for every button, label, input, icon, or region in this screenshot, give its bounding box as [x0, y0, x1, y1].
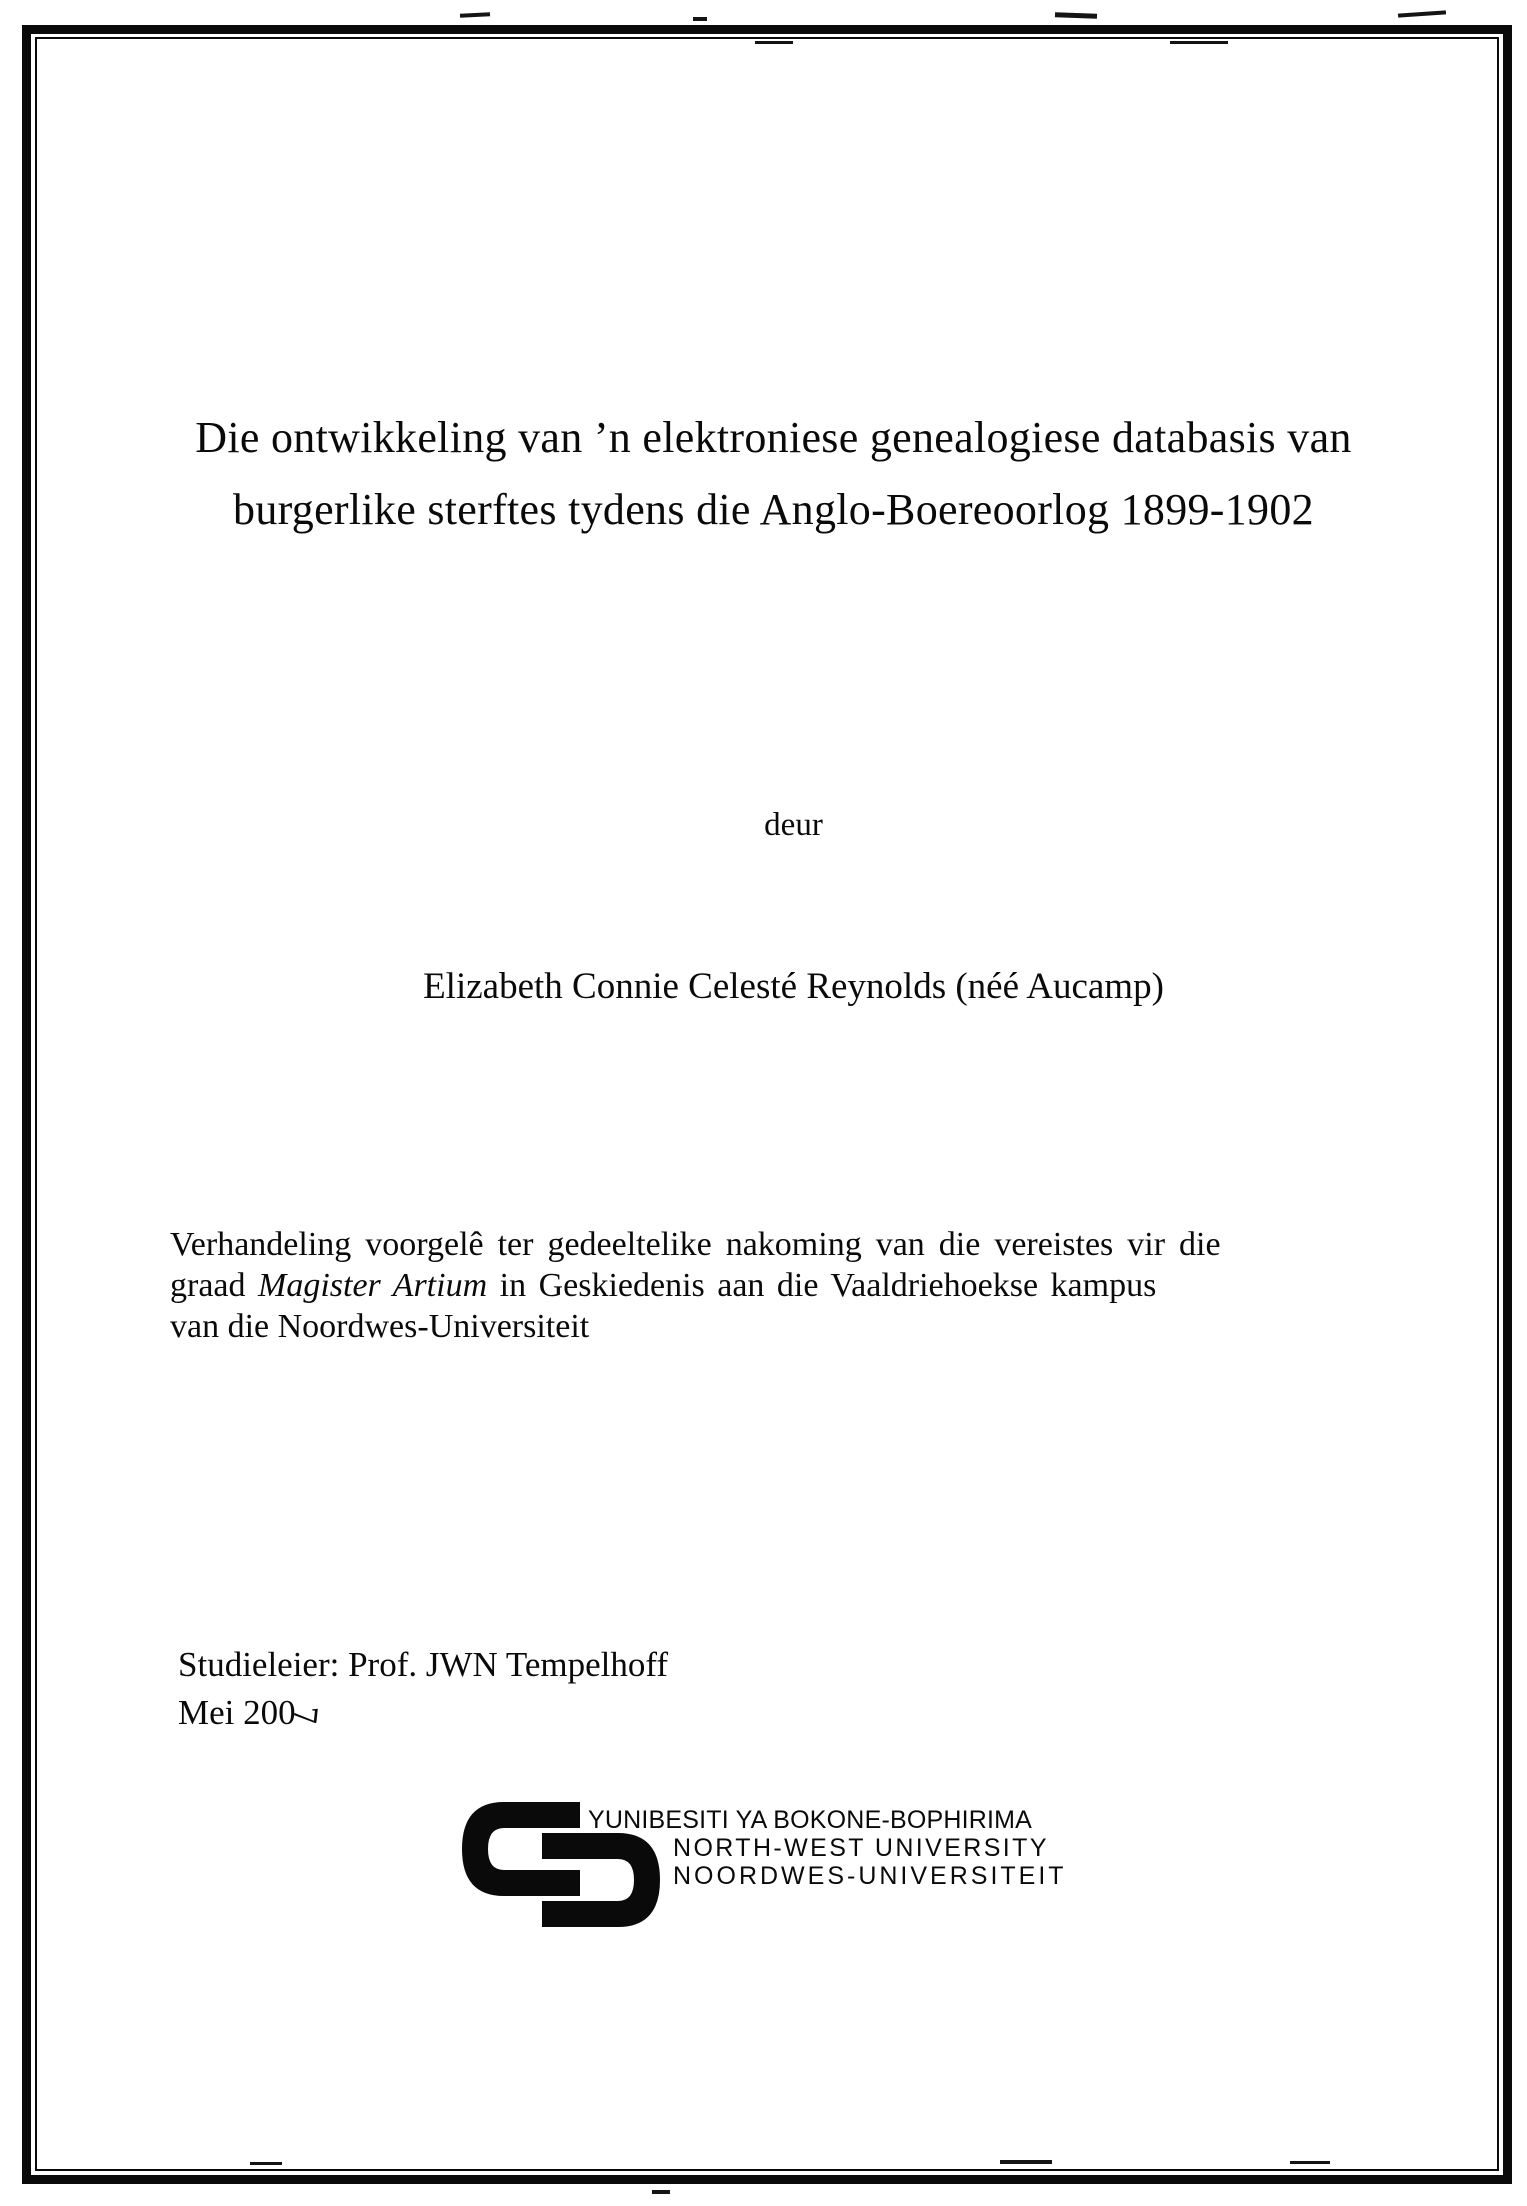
author-name: Elizabeth Connie Celesté Reynolds (néé Aucamp)	[423, 966, 1164, 1007]
scan-artifact	[755, 41, 793, 44]
scan-artifact	[693, 17, 707, 21]
supervisor-line: Studieleier: Prof. JWN Tempelhoff	[178, 1645, 669, 1684]
degree-statement-line-2-prefix: graad	[170, 1267, 259, 1304]
logo-text-line-1: YUNIBESITI YA BOKONE-BOPHIRIMA	[588, 1806, 1033, 1834]
degree-statement-line-1: Verhandeling voorgelê ter gedeeltelike nakoming van die vereistes vir die	[170, 1226, 1221, 1263]
thesis-title	[40, 402, 1507, 546]
scan-artifact	[1398, 10, 1446, 17]
degree-statement-line-3: van die Noordwes-Universiteit	[170, 1308, 590, 1345]
date-line	[178, 1689, 668, 1737]
university-logo	[462, 1802, 1072, 1934]
supervisor-block	[178, 1641, 668, 1737]
scan-artifact	[1000, 2160, 1052, 2164]
scan-artifact	[250, 2162, 282, 2165]
thesis-title-line-1: Die ontwikkeling van ’n elektroniese genealogiese databasis van	[195, 413, 1352, 462]
logo-text-line-2: NORTH-WEST UNIVERSITY	[673, 1834, 1049, 1862]
scan-artifact	[1055, 12, 1097, 18]
thesis-title-line-2: burgerlike sterftes tydens die Anglo-Boereoorlog 1899-1902	[233, 485, 1314, 534]
date-prefix: Mei 200	[178, 1693, 296, 1732]
byline: deur	[764, 807, 823, 843]
degree-statement-line-2-suffix: in Geskiedenis aan die Vaaldriehoekse kampus	[487, 1267, 1157, 1304]
scan-artifact	[1170, 41, 1228, 44]
scan-artifact	[1290, 2161, 1330, 2164]
degree-name-italic: Magister Artium	[258, 1267, 488, 1304]
university-logo-text	[588, 1806, 1067, 1890]
scan-artifact	[460, 12, 490, 18]
distorted-seven-digit: 7	[284, 1705, 326, 1728]
degree-statement	[170, 1224, 1345, 1347]
logo-text-line-3: NOORDWES-UNIVERSITEIT	[673, 1862, 1067, 1890]
scan-artifact	[652, 2190, 670, 2194]
degree-statement-line-2	[170, 1265, 1345, 1306]
